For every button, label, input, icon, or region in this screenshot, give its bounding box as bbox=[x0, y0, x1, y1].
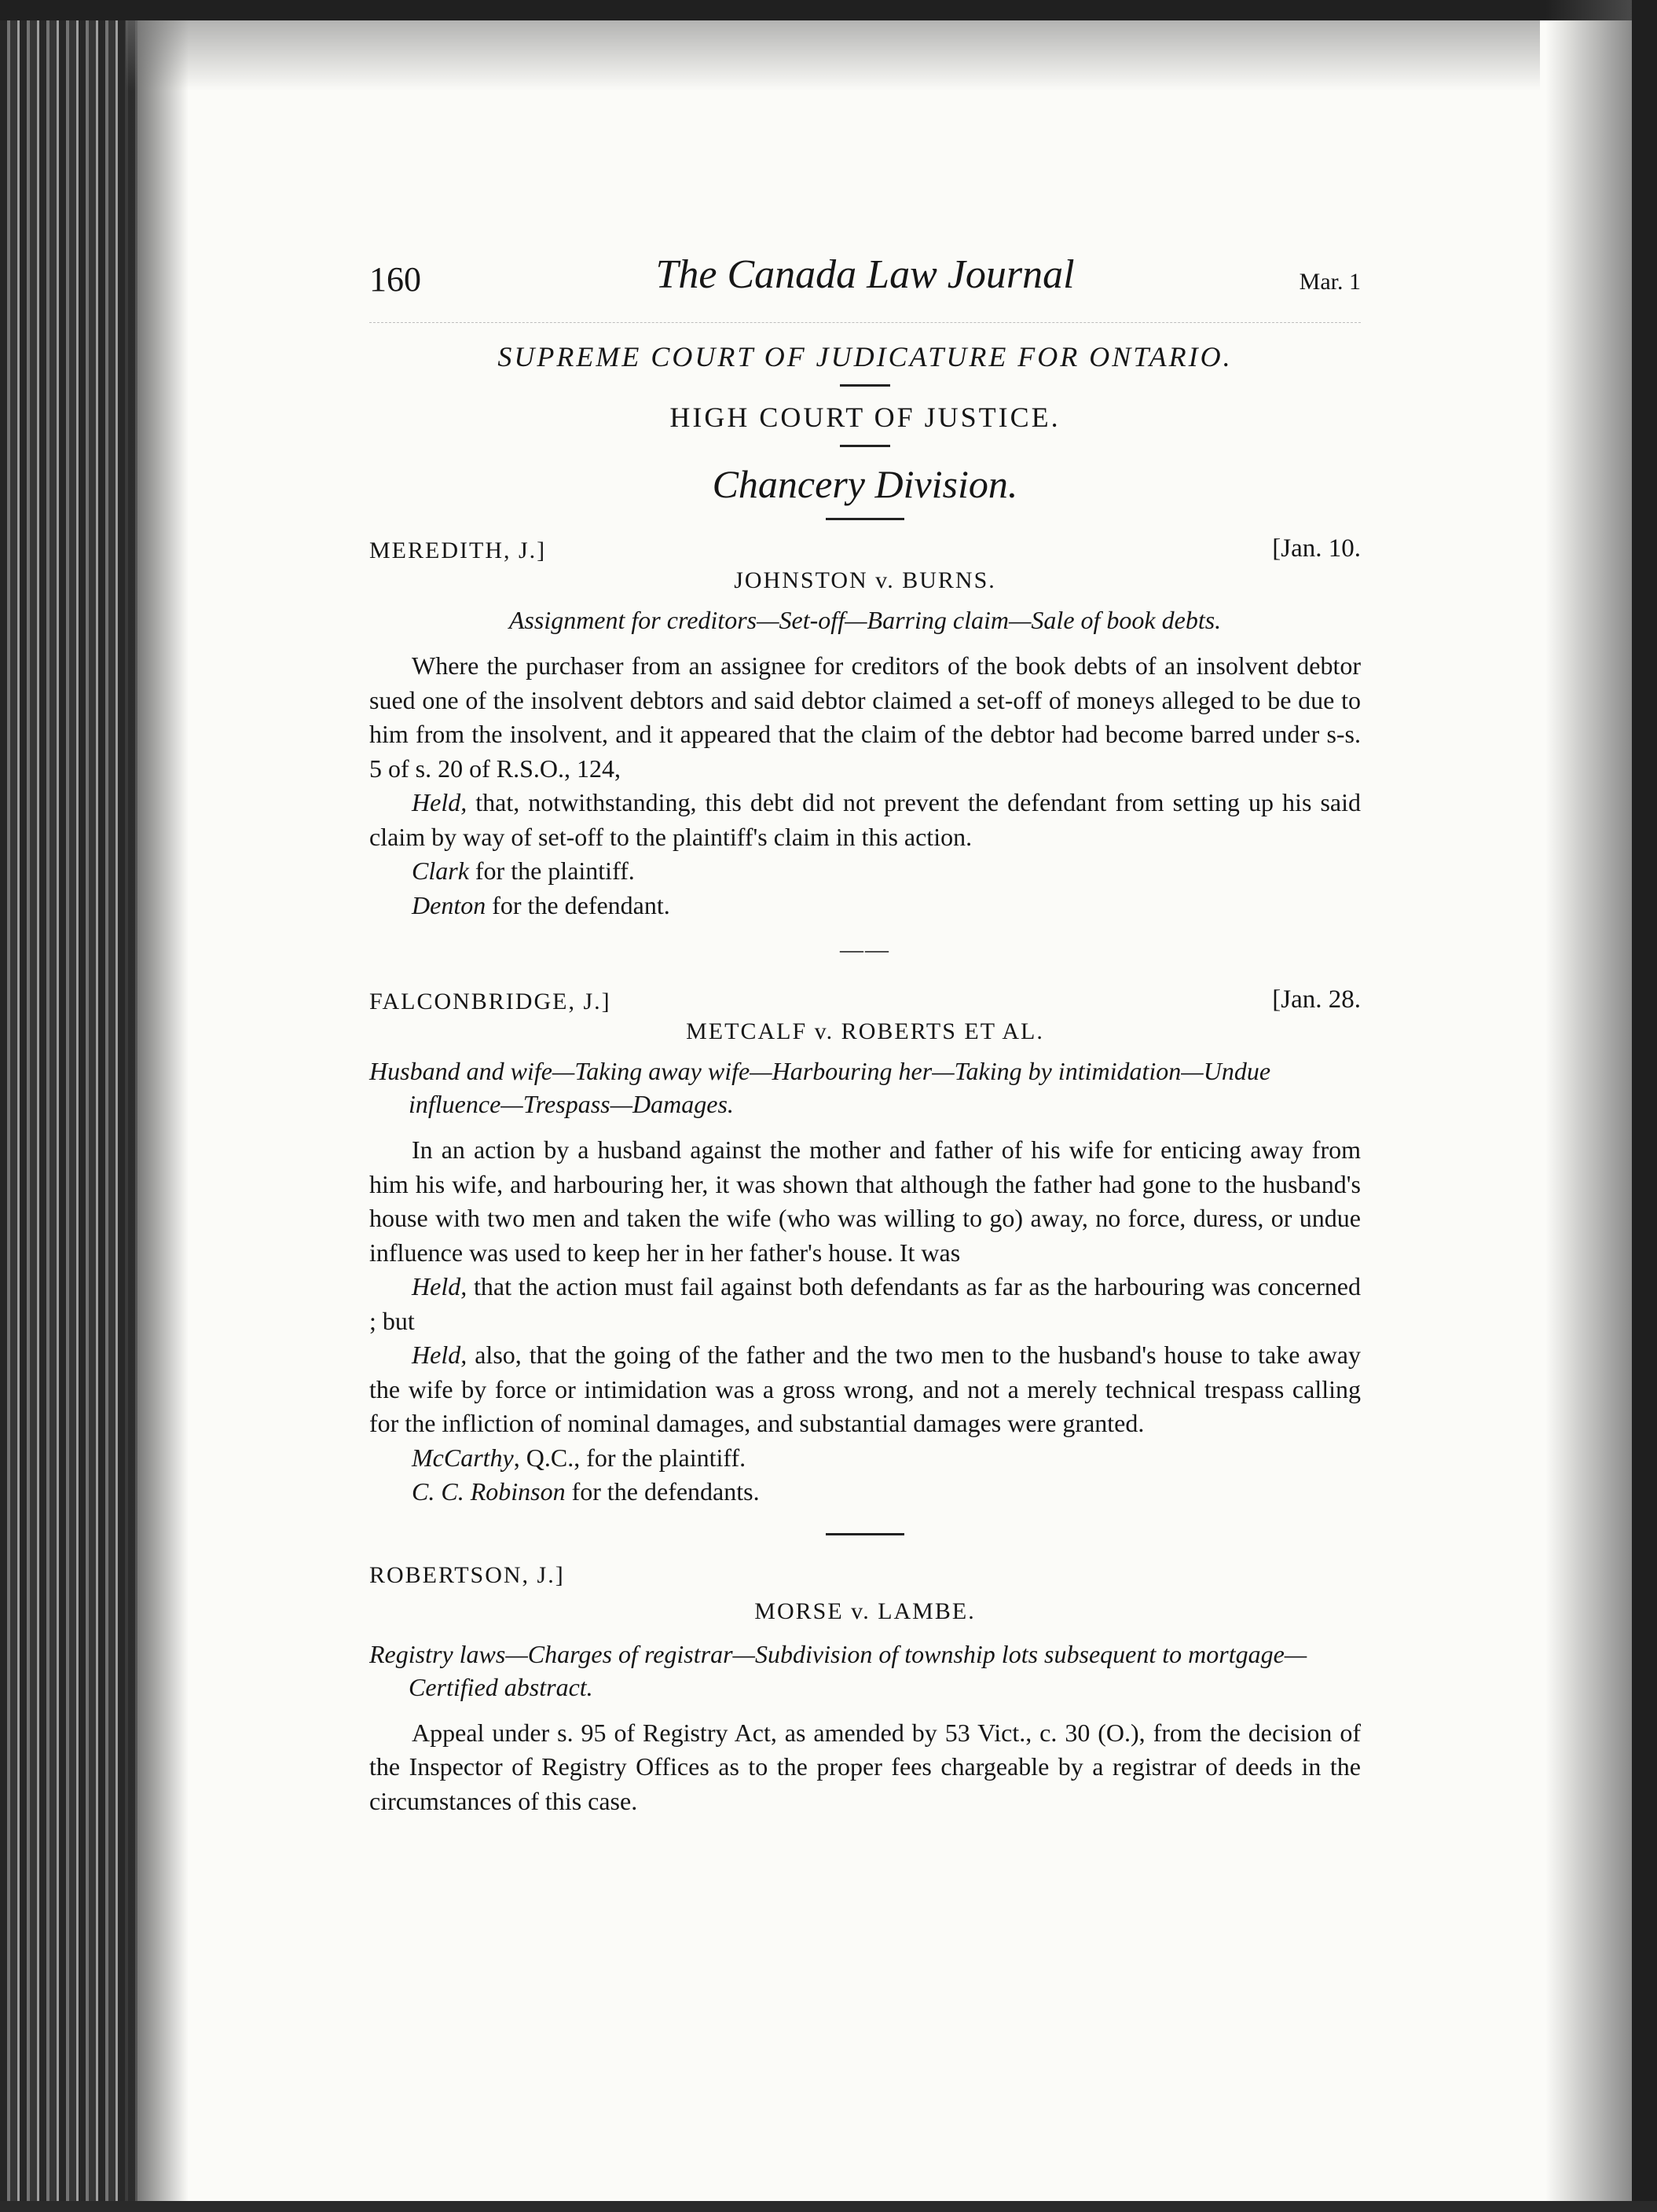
held-lead: Held, bbox=[412, 1272, 467, 1300]
counsel-line bbox=[369, 1475, 1361, 1510]
case-header bbox=[369, 534, 1361, 597]
case-paragraph: Appeal under s. 95 of Registry Act, as amended by 53 Vict., c. 30 (O.), from the decision of the Inspector of Registry Offices as to the proper fees chargeable by a registrar of deeds in the circumstances of this case. bbox=[369, 1718, 1361, 1815]
case-headnote: Assignment for creditors—Set-off—Barring claim—Sale of book debts. bbox=[508, 606, 1222, 634]
running-header bbox=[369, 251, 1361, 323]
counsel-name: C. C. Robinson bbox=[412, 1477, 566, 1506]
page-content bbox=[369, 251, 1361, 1818]
judge-name: ROBERTSON, J.] bbox=[369, 1561, 565, 1588]
case-headnote: Husband and wife—Taking away wife—Harbouring her—Taking by intimidation—Undue influence—Trespass—Damages. bbox=[369, 1057, 1271, 1118]
held-text: that the action must fail against both defendants as far as the harbouring was concerned ; but bbox=[369, 1272, 1361, 1335]
scan-edge-right bbox=[1632, 0, 1657, 2212]
journal-title: The Canada Law Journal bbox=[655, 252, 1075, 297]
held-text: that, notwithstanding, this debt did not prevent the defendant from setting up his said claim by way of set-off to the plaintiff's claim in this action. bbox=[369, 788, 1361, 851]
divider bbox=[840, 445, 890, 447]
counsel-name: Clark bbox=[412, 857, 469, 885]
scan-edge-top bbox=[0, 0, 1657, 20]
counsel-role: for the defendant. bbox=[486, 890, 670, 919]
case-report bbox=[369, 534, 1361, 923]
counsel-name: Denton bbox=[412, 890, 486, 919]
case-headnote: Registry laws—Charges of registrar—Subdivision of township lots subsequent to mortgage—Certified abstract. bbox=[369, 1639, 1307, 1701]
counsel-line bbox=[369, 889, 1361, 923]
division-heading: Chancery Division. bbox=[712, 462, 1018, 506]
counsel-name: McCarthy bbox=[412, 1443, 514, 1472]
held-lead: Held, bbox=[412, 1341, 467, 1369]
binding-edge-left bbox=[0, 0, 137, 2212]
divider bbox=[840, 384, 890, 387]
held-paragraph bbox=[369, 1338, 1361, 1441]
case-report bbox=[369, 1559, 1361, 1819]
counsel-line bbox=[369, 1441, 1361, 1476]
case-header bbox=[369, 985, 1361, 1048]
scan-shadow-top bbox=[126, 20, 1540, 91]
case-separator: —— bbox=[840, 937, 890, 963]
court-heading: SUPREME COURT OF JUDICATURE FOR ONTARIO. bbox=[497, 341, 1233, 372]
judge-name: MEREDITH, J.] bbox=[369, 537, 547, 563]
counsel-role: for the defendants. bbox=[565, 1477, 760, 1506]
held-paragraph bbox=[369, 1270, 1361, 1338]
case-date: [Jan. 28. bbox=[1272, 985, 1361, 1014]
issue-date: Mar. 1 bbox=[1299, 269, 1361, 295]
case-report bbox=[369, 985, 1361, 1510]
counsel-role: , Q.C., for the plaintiff. bbox=[513, 1443, 746, 1472]
page-number: 160 bbox=[369, 260, 421, 299]
case-paragraph: Where the purchaser from an assignee for creditors of the book debts of an insolvent debtor sued one of the insolvent debtors and said debtor claimed a set-off of moneys alleged to be due to him from the insolvent, and it appeared that the claim of the debtor had become barred under s-s. 5 of s. 20 of R.S.O., 124, bbox=[369, 651, 1361, 783]
high-court-heading: HIGH COURT OF JUSTICE. bbox=[669, 402, 1061, 433]
case-paragraph: In an action by a husband against the mother and father of his wife for enticing away from him his wife, and harbouring her, it was shown that although the father had gone to the husband's house with two men and taken the wife (who was willing to go) away, no force, duress, or undue influence was used to keep her in her father's house. It was bbox=[369, 1135, 1361, 1267]
divider bbox=[826, 518, 904, 520]
case-date: [Jan. 10. bbox=[1272, 534, 1361, 563]
case-parties: JOHNSTON v. BURNS. bbox=[734, 567, 996, 593]
case-header bbox=[369, 1559, 1361, 1631]
case-parties: METCALF v. ROBERTS ET AL. bbox=[686, 1018, 1044, 1044]
case-parties: MORSE v. LAMBE. bbox=[754, 1598, 976, 1624]
held-paragraph bbox=[369, 786, 1361, 854]
counsel-line bbox=[369, 854, 1361, 889]
divider bbox=[826, 1533, 904, 1535]
held-text: also, that the going of the father and the two men to the husband's house to take away the wife by force or intimidation was a gross wrong, and not a merely technical trespass calling for the infliction of nominal damages, and substantial damages were granted. bbox=[369, 1341, 1361, 1437]
counsel-role: for the plaintiff. bbox=[468, 857, 635, 885]
held-lead: Held, bbox=[412, 788, 467, 816]
scan-shadow-right bbox=[1545, 0, 1632, 2212]
binding-shadow bbox=[118, 0, 189, 2212]
scan-edge-bottom bbox=[0, 2201, 1657, 2212]
judge-name: FALCONBRIDGE, J.] bbox=[369, 989, 611, 1014]
